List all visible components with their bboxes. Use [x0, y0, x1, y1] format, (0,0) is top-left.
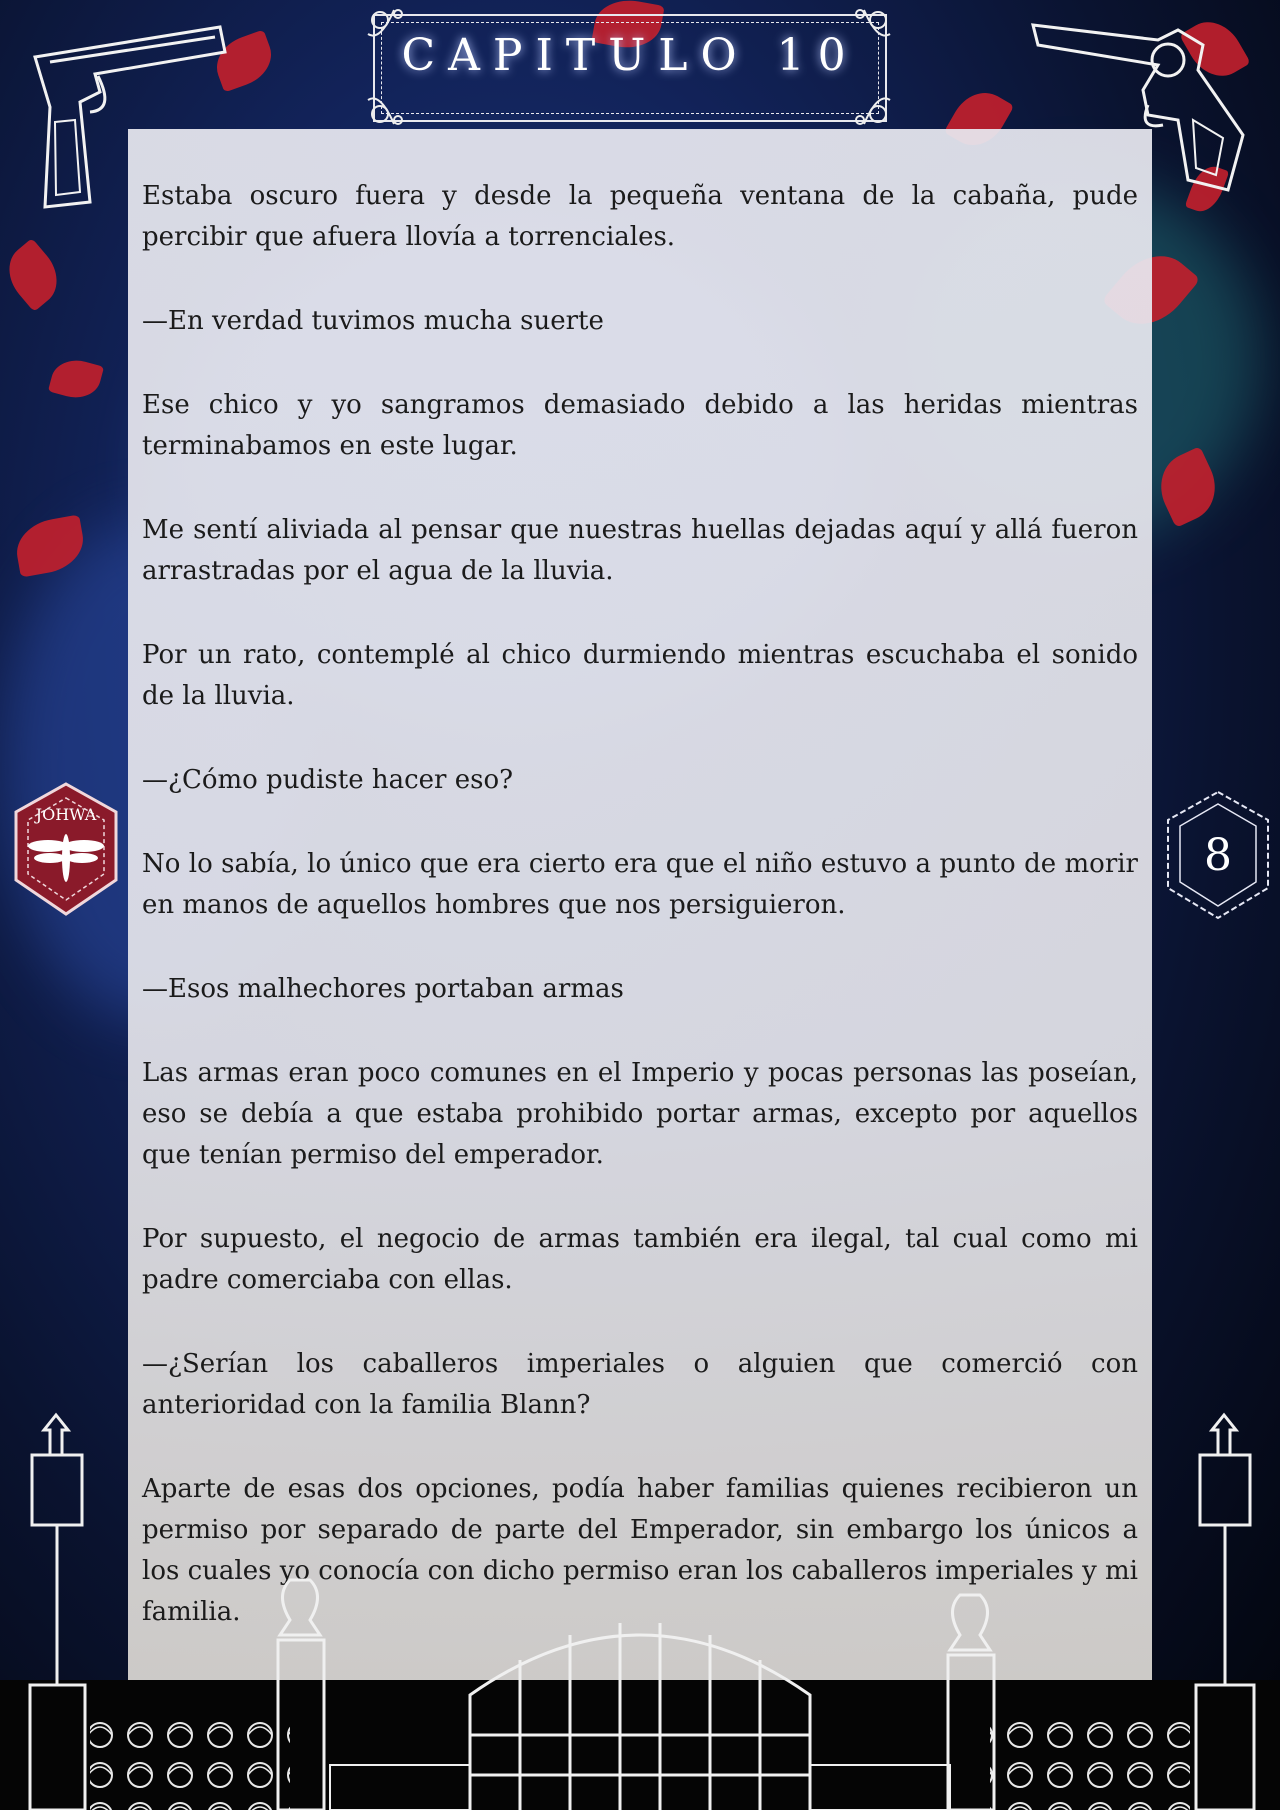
paragraph: Por supuesto, el negocio de armas también era ilegal, tal cual como mi padre comerciaba con ellas.	[142, 1224, 1138, 1295]
paragraph: Aparte de esas dos opciones, podía haber familias quienes recibieron un permiso por separado de parte del Emperador, sin embargo los únicos a los cuales yo conocía con dicho permiso eran los caballeros imperiales y mi familia.	[142, 1474, 1138, 1627]
gate-illustration	[0, 1395, 1280, 1810]
paragraph: Estaba oscuro fuera y desde la pequeña ventana de la cabaña, pude percibir que afuera llovía a torrenciales.	[142, 181, 1138, 252]
chapter-title: CAPITULO 10	[401, 30, 859, 81]
page-number: 8	[1204, 830, 1232, 881]
rose-petal	[0, 238, 69, 312]
paragraph: Las armas eran poco comunes en el Imperio y pocas personas las poseían, eso se debía a que estaba prohibido portar armas, excepto por aquellos que tenían permiso del emperador.	[142, 1058, 1138, 1170]
paragraph: —Esos malhechores portaban armas	[142, 974, 624, 1004]
paragraph: Ese chico y yo sangramos demasiado debido a las heridas mientras terminabamos en este lugar.	[142, 390, 1138, 461]
rose-petal	[48, 354, 104, 403]
paragraph: —¿Cómo pudiste hacer eso?	[142, 765, 514, 795]
paragraph: Me sentí aliviada al pensar que nuestras huellas dejadas aquí y allá fueron arrastradas por el agua de la lluvia.	[142, 515, 1138, 586]
paragraph: —En verdad tuvimos mucha suerte	[142, 306, 604, 336]
paragraph: —¿Serían los caballeros imperiales o alguien que comerció con anterioridad con la familia Blann?	[142, 1349, 1138, 1420]
johwa-badge	[4, 780, 128, 920]
paragraph: No lo sabía, lo único que era cierto era que el niño estuvo a punto de morir en manos de aquellos hombres que nos persiguieron.	[142, 849, 1138, 920]
paragraph: Por un rato, contemplé al chico durmiendo mientras escuchaba el sonido de la lluvia.	[142, 640, 1138, 711]
badge-label: JOHWA	[35, 805, 97, 824]
ornament-icon	[848, 84, 894, 130]
ornament-icon	[364, 84, 410, 130]
